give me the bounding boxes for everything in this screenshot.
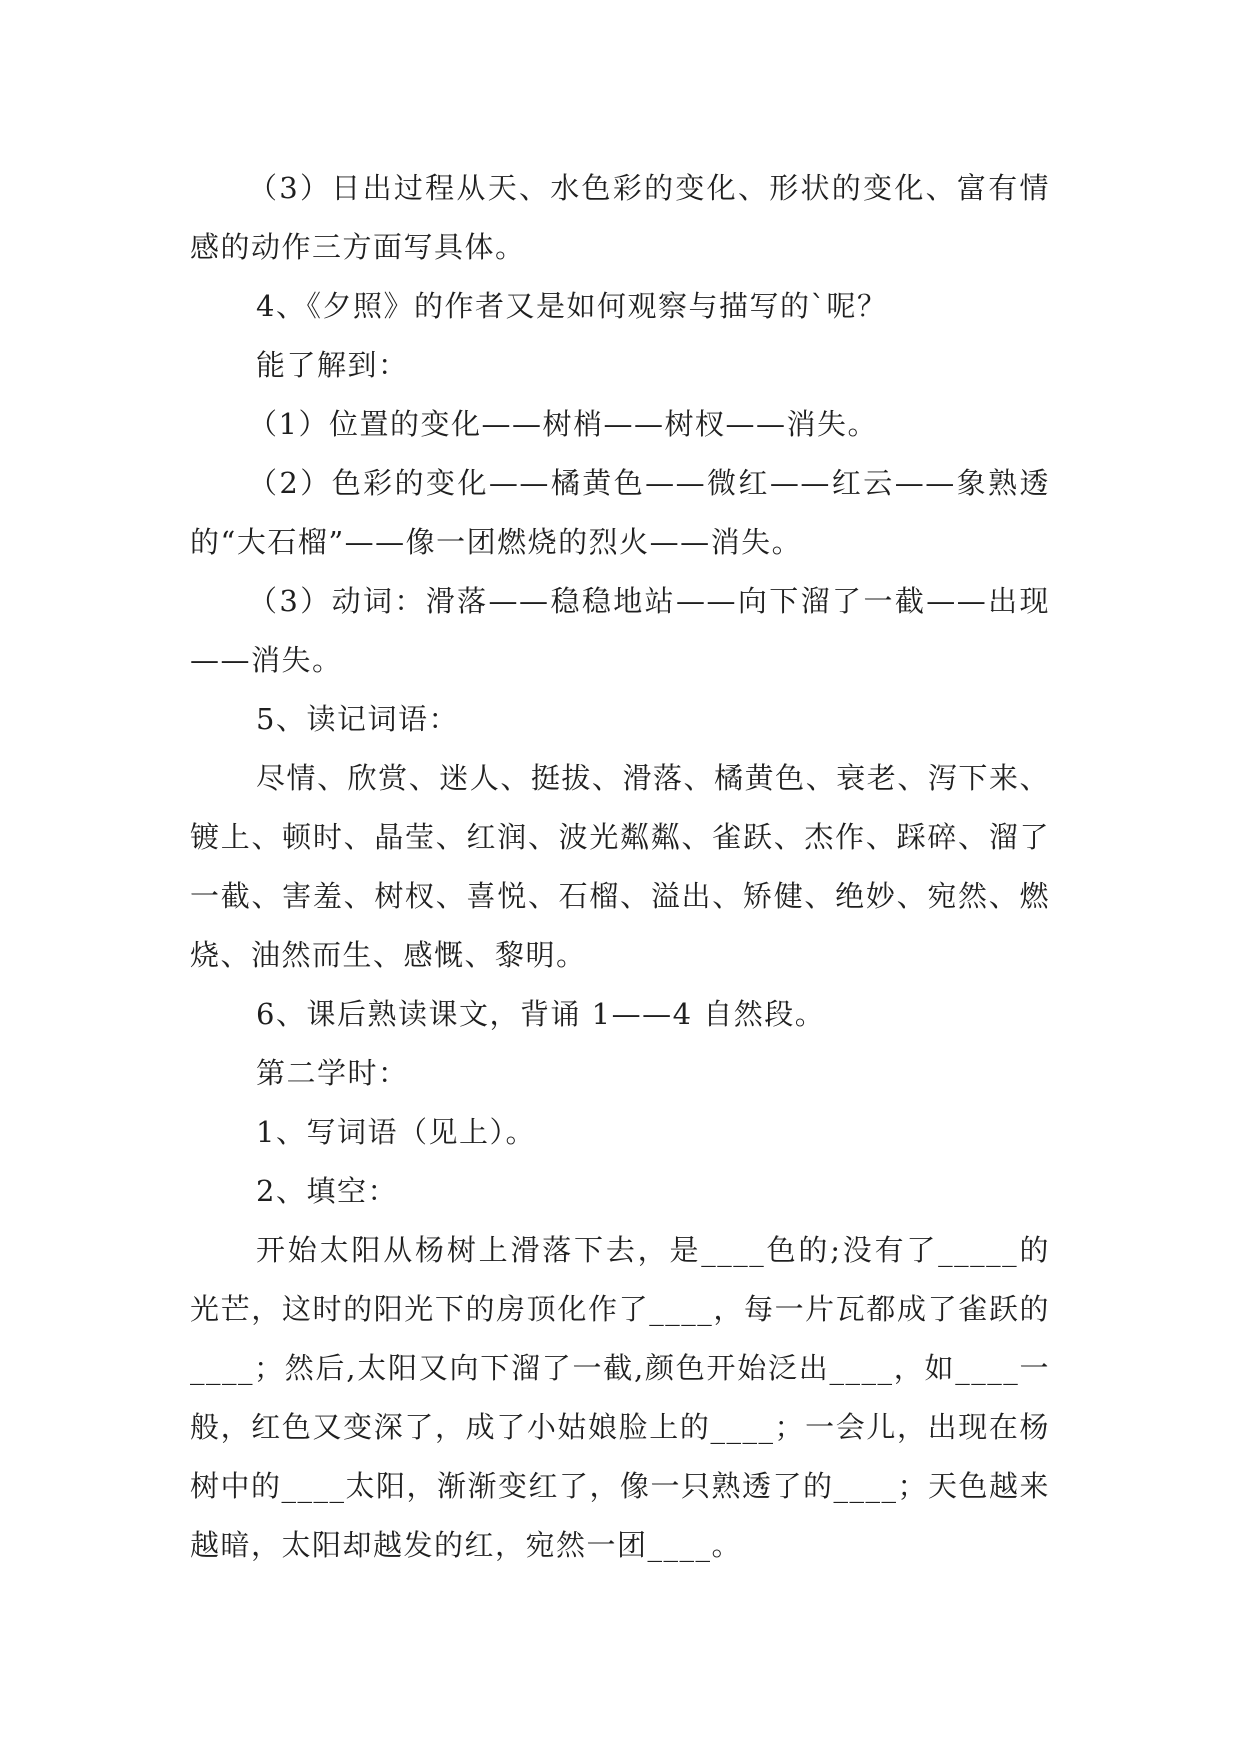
paragraph-write-words: 1、写词语（见上）。	[256, 1115, 536, 1149]
document-body	[190, 159, 1050, 1575]
paragraph-question-4: 4、《夕照》的作者又是如何观察与描写的`呢？	[256, 289, 888, 323]
paragraph-verbs: （3）动词：滑落——稳稳地站——向下溜了一截——出现——消失。	[190, 584, 1050, 677]
paragraph-position-change: （1）位置的变化——树梢——树杈——消失。	[248, 407, 878, 441]
paragraph-vocab-heading: 5、读记词语：	[256, 702, 459, 736]
paragraph-sunrise-summary: （3）日出过程从天、水色彩的变化、形状的变化、富有情感的动作三方面写具体。	[190, 171, 1050, 264]
paragraph-fill-heading: 2、填空：	[256, 1174, 398, 1208]
paragraph-fill-blanks: 开始太阳从杨树上滑落下去，是____色的;没有了_____的光芒，这时的阳光下的房顶化作了____，每一片瓦都成了雀跃的____；然后,太阳又向下溜了一截,颜色开始泛出____，如____一般，红色又变深了，成了小姑娘脸上的____；一会儿，出现在杨树中的____太阳，渐渐变红了，像一只熟透了的____；天色越来越暗，太阳却越发的红，宛然一团____。	[190, 1233, 1051, 1562]
paragraph-color-change: （2）色彩的变化——橘黄色——微红——红云——象熟透的“大石榴”——像一团燃烧的烈火——消失。	[190, 466, 1050, 559]
paragraph-homework: 6、课后熟读课文，背诵 1——4 自然段。	[256, 997, 826, 1031]
paragraph-second-lesson: 第二学时：	[256, 1056, 409, 1090]
paragraph-vocab-list: 尽情、欣赏、迷人、挺拔、滑落、橘黄色、衰老、泻下来、镀上、顿时、晶莹、红润、波光粼粼、雀跃、杰作、踩碎、溜了一截、害羞、树杈、喜悦、石榴、溢出、矫健、绝妙、宛然、燃烧、油然而生、感慨、黎明。	[190, 761, 1050, 972]
paragraph-understanding: 能了解到：	[256, 348, 409, 382]
